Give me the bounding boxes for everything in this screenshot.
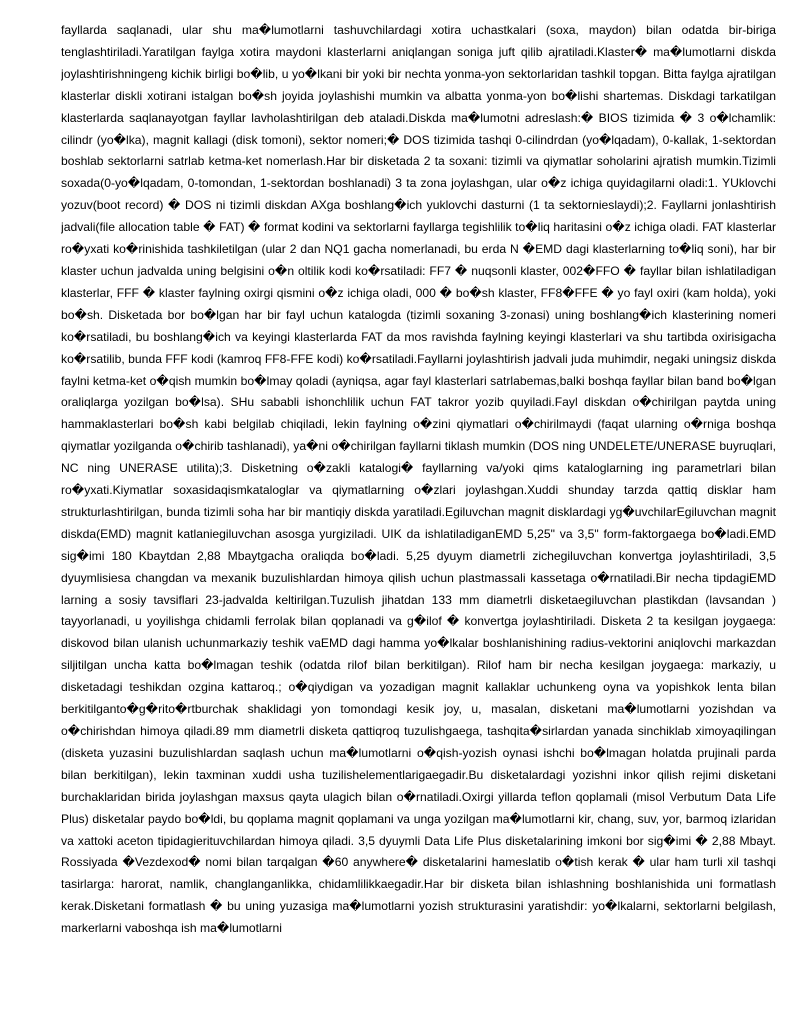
body-paragraph: fayllarda saqlanadi, ular shu ma�lumotlarni tashuvchilardagi xotira uchastkalari (soxa, maydon) bilan odatda bir-biriga tenglashtiriladi.Yaratilgan faylga xotira maydoni klasterlarni aniqlangan soniga juft qilib ajratiladi.Klaster� ma�lumotlarni diskda joylashtirishningeng kichik birligi bo�lib, u yo�lkani bir yoki bir nechta yonma-yon sektorlaridan tashkil topgan. Bitta faylga ajratilgan klasterlar diskli xotirani istalgan bo�sh joyida joylashishi mumkin va albatta yonma-yon bo�lishi shartemas. Diskdagi tarkatilgan klasterlarda saqlanayotgan fayllar lavholashtirilgan deb ataladi.Diskda ma�lumotni adreslash:� BIOS tizimida � 3 o�lchamlik: cilindr (yo�lka), magnit kallagi (disk tomoni), sektor nomeri;� DOS tizimida tashqi 0-cilindrdan (yo�lqadam), 0-kallak, 1-sektordan boshlab sektorlarni satrlab ketma-ket nomerlash.Har bir disketada 2 ta soxani: tizimli va qiymatlar soholarini ajratish mumkin.Tizimli soxada(0-yo�lqadam, 0-tomondan, 1-sektordan boshlanadi) 3 ta zona joylashgan, ular o�z ichiga quyidagilarni oladi:1. YUklovchi yozuv(boot record) � DOS ni tizimli diskdan AXga boshlang�ich yuklovchi dasturni (1 ta sektornieslaydi);2. Fayllarni jonlashtirish jadvali(file allocation table � FAT) � format kodini va sektorlarni fayllarga tegishlilik to�liq haritasini o�z ichiga oladi. FAT klasterlar ro�yxati ko�rinishida tashkiletilgan (ular 2 dan NQ1 gacha nomerlanadi, bu erda N �EMD dagi klasterlarning to�liq soni), har bir klaster uchun jadvalda uning belgisini o�n oltilik kodi ko�rsatiladi: FF7 � nuqsonli klaster, 002�FFO � fayllar bilan ishlatiladigan klasterlar, FFF � klaster faylning oxirgi qismini o�z ichiga oladi, 000 � bo�sh klaster, FF8�FFE � yo fayl oxiri (kam holda), yoki bo�sh. Disketada bor bo�lgan har bir fayl uchun katalogda (tizimli soxaning 3-zonasi) uning boshlang�ich klasterining nomeri ko�rsatiladi, bu boshlang�ich va keyingi klasterlarda FAT da mos ravishda faylning keyingi klasterlari va shu tartibda oxirisigacha ko�rsatilib, bunda FFF kodi (kamroq FF8-FFE kodi) ko�rsatiladi.Fayllarni joylashtirish jadvali juda muhimdir, negaki uningsiz diskda faylni ketma-ket o�qish mumkin bo�lmay qoladi (ayniqsa, agar fayl klasterlari satrlabemas,balki boshqa fayllar bilan band bo�lgan oraliqlarga yozilgan bo�lsa). SHu sababli ishonchlilik uchun FAT takror yozib quyiladi.Fayl diskdan o�chirilgan paytda uning hammaklasterlari bo�sh kabi belgilab chiqiladi, lekin faylning o�zini qiymatlari o�chirilmaydi (faqat ularning o�rniga boshqa qiymatlar yozilganda o�chirib tashlanadi), ya�ni o�chirilgan fayllarni tiklash mumkin (DOS ning UNDELETE/UNERASE buyruqlari, NC ning UNERASE utilita);3. Disketning o�zakli katalogi� fayllarning va/yoki qims kataloglarning ing parametrlari bilan ro�yxati.Kiymatlar soxasidaqismkataloglar va qiymatlarning o�zlari joylashgan.Xuddi shunday tarzda qattiq disklar ham strukturlashtirilgan, bunda tizimli soha har bir mantiqiy diskda yaratiladi.Egiluvchan magnit disklardagi yg�uvchilarEgiluvchan magnit diskda(EMD) magnit katlaniegiluvchan asosga yurgiziladi. UIK da ishlatiladiganEMD 5,25" va 3,5" form-faktorgaega bo�ladi.EMD sig�imi 180 Kbaytdan 2,88 Mbaytgacha oraliqda bo�ladi. 5,25 dyuym diametrli zichegiluvchan konvertga joylashtiriladi, 3,5 dyuymlisiesa changdan va mexanik buzulishlardan himoya qilish uchun plastmassali kassetaga o�rnatiladi.Bir necha tipdagiEMD larning a sosiy tavsiflari 23-jadvalda keltirilgan.Tuzulish jihatdan 133 mm diametrli disketaegiluvchan plastikdan (lavsandan ) tayyorlanadi, u yoyilishga chidamli ferrolak bilan qoplanadi va g�ilof � konvertga joylashtiriladi. Disketa 2 ta kesilgan joygaega: diskovod bilan ulanish uchunmarkaziy teshik vaEMD dagi hamma yo�lkalar boshlanishining radius-vektorini aniqlovchi markazdan siljitilgan uncha katta bo�lmagan teshik (odatda rilof bilan berkitilgan). Rilof ham bir necha kesilgan joygaega: markaziy, u disketadagi teshikdan ozgina kattaroq.; o�qiydigan va yozadigan magnit kallaklar uchunkeng oyna va yopishkok lenta bilan berkitilganto�g�rito�rtburchak shaklidagi yon tomondagi kesik joy, u, masalan, disketani ma�lumotlarni yozishdan va o�chirishdan himoya qiladi.89 mm diametrli disketa qattiqroq tuzulishgaega, tashqita�sirlardan yanada sinchiklab ximoyaqilingan (disketa yuzasini buzulishlardan saqlash uchun ma�lumotlarni o�qish-yozish oynasi ishchi bo�lmagan holatda prujinali parda bilan berkitilgan), lekin taxminan xuddi usha tuzilishelementlarigaegadir.Bu disketalardagi yozishni inkor qilish rejimi disketani burchaklaridan birida joylashgan maxsus qayta ulagich bilan o�rnatiladi.Oxirgi yillarda teflon qoplamali (misol Verbutum Data Life Plus) disketalar paydo bo�ldi, bu qoplama magnit qoplamani va unga yozilgan ma�lumotlarni kir, chang, suv, yor, barmoq izlaridan va xattoki aceton tipidagierituvchilardan himoya qiladi. 3,5 dyuymli Data Life Plus disketalarining imkoni bor sig�imi � 2,88 Mbayt. Rossiyada �Vezdexod� nomi bilan tarqalgan �60 anywhere� disketalarini hameslatib o�tish kerak � ular ham turli xil tashqi tasirlarga: harorat, namlik, changlanganlikka, chidamlilikkaegadir.Har bir disketa bilan ishlashning boshlanishida uni formatlash kerak.Disketani formatlash � bu uning yuzasiga ma�lumotlarni yozish strukturasini yaratishdir: yo�lkalarni, sektorlarni belgilash, markerlarni vaboshqa ish ma�lumotlarni [61, 23, 776, 936]
document-page [61, 20, 776, 1025]
